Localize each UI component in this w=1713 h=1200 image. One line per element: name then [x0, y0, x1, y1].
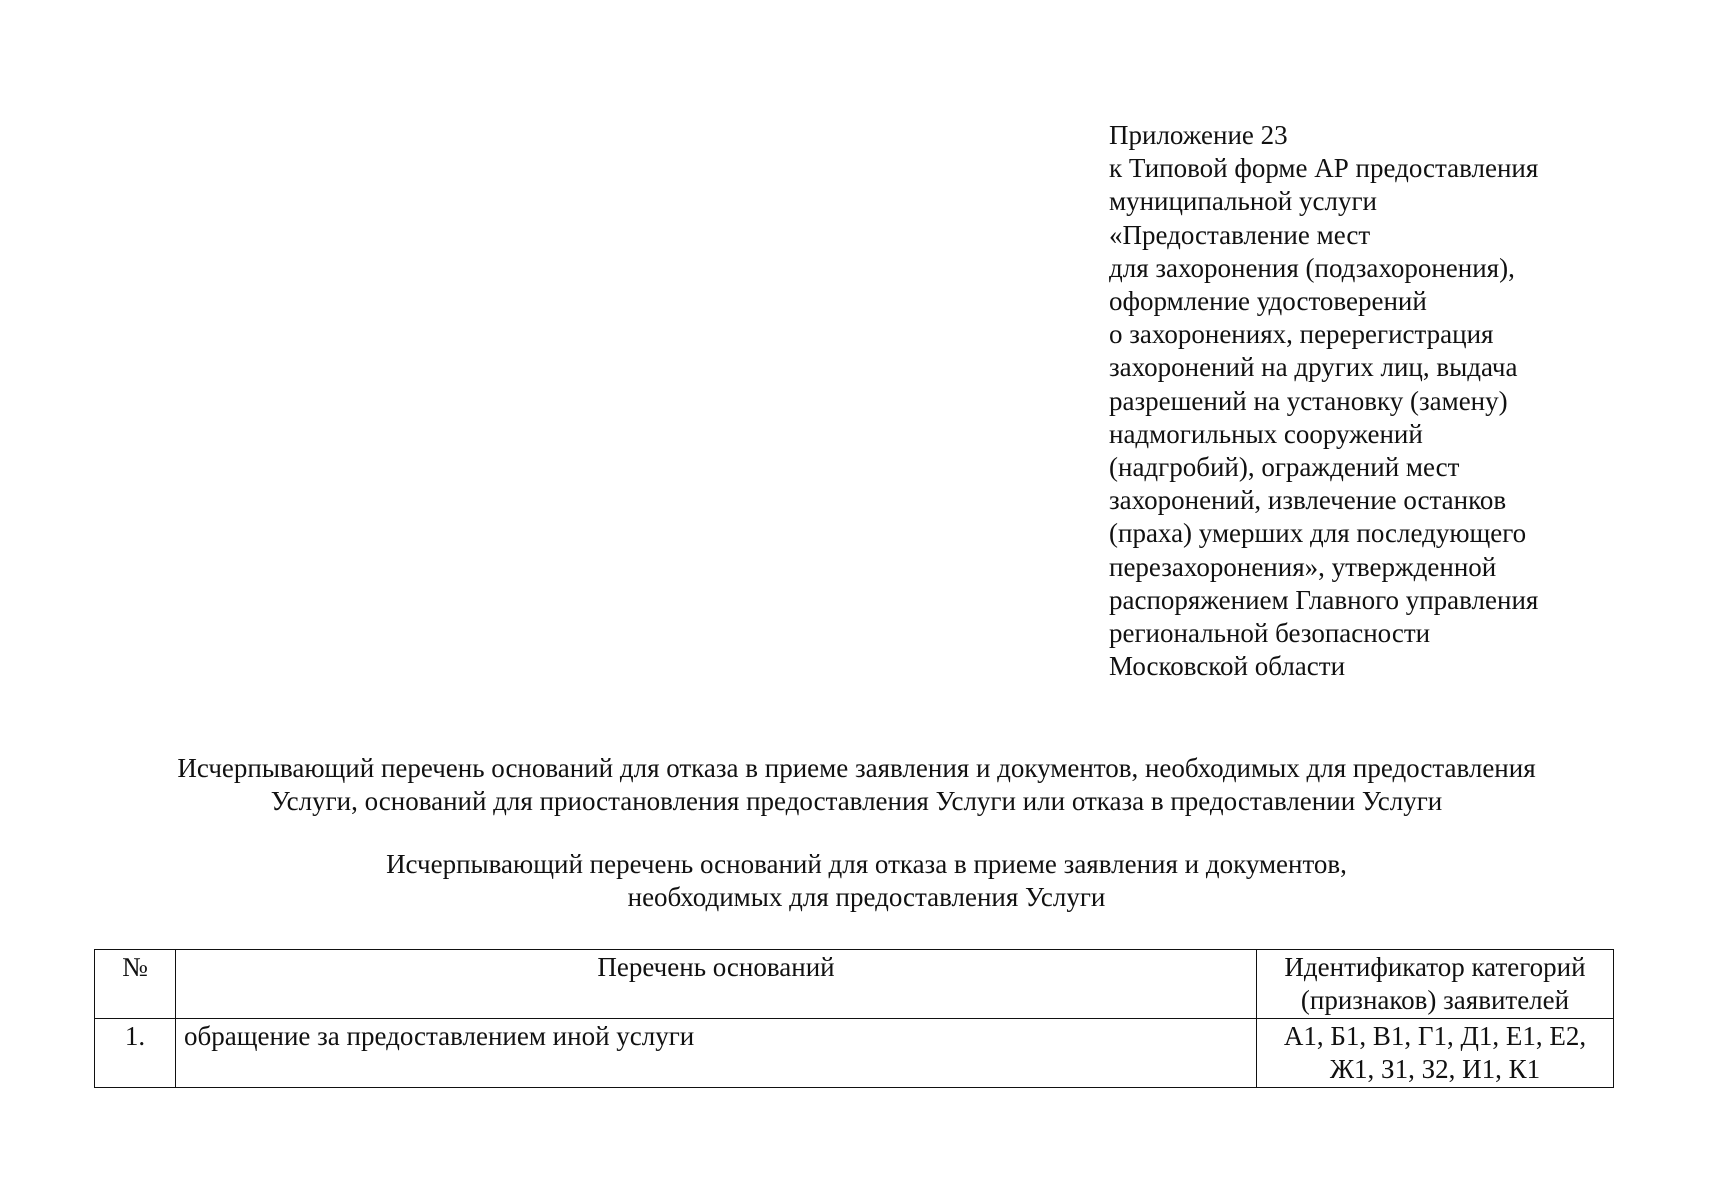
sub-heading-line: необходимых для предоставления Услуги: [627, 882, 1106, 912]
main-heading-line: Услуги, оснований для приостановления предоставления Услуги или отказа в предоставлении Услуги: [270, 786, 1443, 816]
appendix-line: о захоронениях, перерегистрация: [1109, 319, 1494, 350]
appendix-line: надмогильных сооружений: [1109, 418, 1423, 449]
row-ids-line: Ж1, З1, З2, И1, К1: [1329, 1054, 1541, 1084]
header-reasons: Перечень оснований: [176, 950, 1257, 1019]
reasons-table: [94, 949, 1614, 1088]
header-ids-line: (признаков) заявителей: [1300, 985, 1570, 1015]
main-heading-line: Исчерпывающий перечень оснований для отказа в приеме заявления и документов, необходимых для предоставления: [177, 753, 1536, 783]
sub-heading: [10, 848, 1713, 914]
appendix-line: захоронений на других лиц, выдача: [1109, 352, 1518, 383]
appendix-line: региональной безопасности: [1109, 618, 1431, 649]
appendix-line: распоряжением Главного управления: [1109, 584, 1539, 615]
appendix-line: муниципальной услуги: [1109, 186, 1377, 217]
header-number: №: [95, 950, 176, 1019]
appendix-line: Московской области: [1109, 651, 1346, 682]
appendix-line: перезахоронения», утвержденной: [1109, 551, 1497, 582]
appendix-line: разрешений на установку (замену): [1109, 385, 1508, 416]
appendix-note: [1109, 119, 1669, 683]
appendix-line: Приложение 23: [1109, 120, 1288, 150]
header-applicant-ids: [1257, 950, 1614, 1019]
row-applicant-ids: [1257, 1019, 1614, 1088]
row-ids-line: А1, Б1, В1, Г1, Д1, Е1, Е2,: [1283, 1021, 1587, 1051]
appendix-line: оформление удостоверений: [1109, 286, 1427, 317]
row-number: 1.: [95, 1019, 176, 1088]
row-reason: обращение за предоставлением иной услуги: [176, 1019, 1257, 1088]
appendix-line: для захоронения (подзахоронения),: [1109, 252, 1515, 283]
appendix-line: захоронений, извлечение останков: [1109, 485, 1507, 516]
header-ids-line: Идентификатор категорий: [1284, 952, 1586, 982]
main-heading: [0, 752, 1713, 818]
appendix-line: к Типовой форме АР предоставления: [1109, 153, 1539, 184]
table-header-row: [95, 950, 1614, 1019]
table-row: [95, 1019, 1614, 1088]
appendix-line: (праха) умерших для последующего: [1109, 518, 1527, 549]
sub-heading-line: Исчерпывающий перечень оснований для отказа в приеме заявления и документов,: [386, 849, 1347, 879]
appendix-line: (надгробий), ограждений мест: [1109, 452, 1460, 483]
appendix-line: «Предоставление мест: [1109, 219, 1371, 250]
